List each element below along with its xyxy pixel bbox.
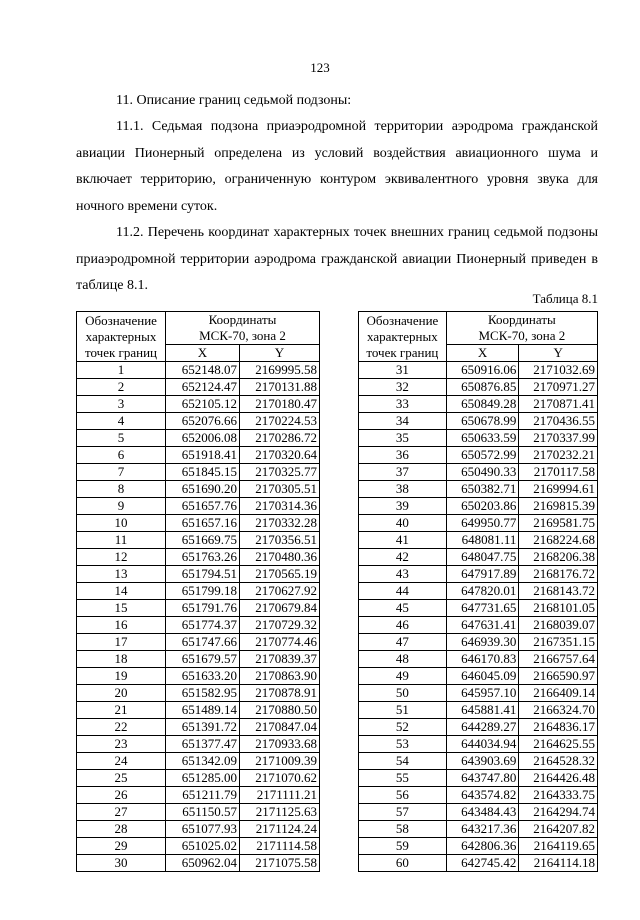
y-coordinate-cell: 2170117.58 bbox=[519, 464, 598, 481]
x-coordinate-cell: 651763.26 bbox=[166, 549, 240, 566]
x-coordinate-cell: 651799.18 bbox=[166, 583, 240, 600]
table-row bbox=[359, 804, 598, 821]
table-row bbox=[77, 685, 320, 702]
point-number-cell: 10 bbox=[77, 515, 166, 532]
x-coordinate-cell: 652105.12 bbox=[166, 396, 240, 413]
coordinates-table-right bbox=[358, 311, 598, 872]
y-coordinate-cell: 2164294.74 bbox=[519, 804, 598, 821]
point-number-cell: 52 bbox=[359, 719, 447, 736]
table-caption: Таблица 8.1 bbox=[532, 291, 598, 306]
y-coordinate-cell: 2170180.47 bbox=[240, 396, 320, 413]
table-row bbox=[359, 685, 598, 702]
x-coordinate-cell: 652148.07 bbox=[166, 362, 240, 379]
table-row bbox=[77, 549, 320, 566]
point-number-cell: 33 bbox=[359, 396, 447, 413]
table-row bbox=[359, 362, 598, 379]
table-row bbox=[359, 549, 598, 566]
x-coordinate-cell: 647917.89 bbox=[446, 566, 519, 583]
table-row bbox=[77, 464, 320, 481]
point-number-cell: 29 bbox=[77, 838, 166, 855]
table-row bbox=[359, 498, 598, 515]
point-number-cell: 46 bbox=[359, 617, 447, 634]
table-row bbox=[359, 668, 598, 685]
point-number-cell: 38 bbox=[359, 481, 447, 498]
header-x: X bbox=[446, 345, 519, 362]
y-coordinate-cell: 2170729.32 bbox=[240, 617, 320, 634]
y-coordinate-cell: 2164114.18 bbox=[519, 855, 598, 872]
y-coordinate-cell: 2168143.72 bbox=[519, 583, 598, 600]
table-row bbox=[77, 413, 320, 430]
page-number: 123 bbox=[310, 60, 330, 75]
header-coordinates: Координаты МСК-70, зона 2 bbox=[446, 312, 597, 345]
y-coordinate-cell: 2170232.21 bbox=[519, 447, 598, 464]
x-coordinate-cell: 646045.09 bbox=[446, 668, 519, 685]
point-number-cell: 22 bbox=[77, 719, 166, 736]
table-row bbox=[359, 583, 598, 600]
paragraph-subzone-description: 11.1. Седьмая подзона приаэродромной территории аэродрома гражданской авиации Пионерный определена из условий воздействия авиационного шума и включает территорию, ограниченную контуром эквивалентного уровня звука для ночного времени суток. bbox=[76, 119, 598, 214]
table-row bbox=[359, 838, 598, 855]
table-row bbox=[77, 600, 320, 617]
table-row bbox=[359, 447, 598, 464]
table-body-right bbox=[359, 362, 598, 872]
point-number-cell: 55 bbox=[359, 770, 447, 787]
table-row bbox=[77, 362, 320, 379]
y-coordinate-cell: 2170356.51 bbox=[240, 532, 320, 549]
point-number-cell: 9 bbox=[77, 498, 166, 515]
table-row bbox=[77, 753, 320, 770]
x-coordinate-cell: 647731.65 bbox=[446, 600, 519, 617]
y-coordinate-cell: 2167351.15 bbox=[519, 634, 598, 651]
x-coordinate-cell: 644034.94 bbox=[446, 736, 519, 753]
x-coordinate-cell: 650916.06 bbox=[446, 362, 519, 379]
y-coordinate-cell: 2164625.55 bbox=[519, 736, 598, 753]
y-coordinate-cell: 2171070.62 bbox=[240, 770, 320, 787]
y-coordinate-cell: 2168224.68 bbox=[519, 532, 598, 549]
table-row bbox=[77, 702, 320, 719]
point-number-cell: 36 bbox=[359, 447, 447, 464]
y-coordinate-cell: 2170878.91 bbox=[240, 685, 320, 702]
table-row bbox=[77, 821, 320, 838]
point-number-cell: 40 bbox=[359, 515, 447, 532]
y-coordinate-cell: 2170679.84 bbox=[240, 600, 320, 617]
y-coordinate-cell: 2170880.50 bbox=[240, 702, 320, 719]
x-coordinate-cell: 647820.01 bbox=[446, 583, 519, 600]
x-coordinate-cell: 651391.72 bbox=[166, 719, 240, 736]
x-coordinate-cell: 642745.42 bbox=[446, 855, 519, 872]
table-row bbox=[77, 668, 320, 685]
table-row bbox=[77, 770, 320, 787]
point-number-cell: 59 bbox=[359, 838, 447, 855]
coordinates-table-left bbox=[76, 311, 320, 872]
header-point-label: Обозначение характерных точек границ bbox=[359, 312, 447, 362]
x-coordinate-cell: 651918.41 bbox=[166, 447, 240, 464]
y-coordinate-cell: 2170863.90 bbox=[240, 668, 320, 685]
paragraph-coordinates-intro: 11.2. Перечень координат характерных точек внешних границ седьмой подзоны приаэродромной территории аэродрома гражданской авиации Пионерный приведен в таблице 8.1. bbox=[76, 225, 598, 293]
y-coordinate-cell: 2170871.41 bbox=[519, 396, 598, 413]
point-number-cell: 31 bbox=[359, 362, 447, 379]
point-number-cell: 53 bbox=[359, 736, 447, 753]
x-coordinate-cell: 651489.14 bbox=[166, 702, 240, 719]
point-number-cell: 51 bbox=[359, 702, 447, 719]
section-heading: 11. Описание границ седьмой подзоны: bbox=[116, 93, 352, 108]
table-row bbox=[77, 532, 320, 549]
point-number-cell: 45 bbox=[359, 600, 447, 617]
table-body-left bbox=[77, 362, 320, 872]
point-number-cell: 8 bbox=[77, 481, 166, 498]
x-coordinate-cell: 651845.15 bbox=[166, 464, 240, 481]
y-coordinate-cell: 2170480.36 bbox=[240, 549, 320, 566]
x-coordinate-cell: 651679.57 bbox=[166, 651, 240, 668]
x-coordinate-cell: 650382.71 bbox=[446, 481, 519, 498]
x-coordinate-cell: 652006.08 bbox=[166, 430, 240, 447]
y-coordinate-cell: 2171114.58 bbox=[240, 838, 320, 855]
y-coordinate-cell: 2170131.88 bbox=[240, 379, 320, 396]
point-number-cell: 37 bbox=[359, 464, 447, 481]
table-row bbox=[359, 753, 598, 770]
point-number-cell: 1 bbox=[77, 362, 166, 379]
y-coordinate-cell: 2170774.46 bbox=[240, 634, 320, 651]
table-row bbox=[359, 787, 598, 804]
x-coordinate-cell: 643217.36 bbox=[446, 821, 519, 838]
y-coordinate-cell: 2171032.69 bbox=[519, 362, 598, 379]
x-coordinate-cell: 651669.75 bbox=[166, 532, 240, 549]
point-number-cell: 19 bbox=[77, 668, 166, 685]
table-row bbox=[359, 651, 598, 668]
y-coordinate-cell: 2168101.05 bbox=[519, 600, 598, 617]
x-coordinate-cell: 651342.09 bbox=[166, 753, 240, 770]
y-coordinate-cell: 2170565.19 bbox=[240, 566, 320, 583]
table-row bbox=[77, 651, 320, 668]
table-row bbox=[77, 447, 320, 464]
point-number-cell: 30 bbox=[77, 855, 166, 872]
y-coordinate-cell: 2170305.51 bbox=[240, 481, 320, 498]
y-coordinate-cell: 2164426.48 bbox=[519, 770, 598, 787]
y-coordinate-cell: 2164119.65 bbox=[519, 838, 598, 855]
x-coordinate-cell: 643484.43 bbox=[446, 804, 519, 821]
point-number-cell: 25 bbox=[77, 770, 166, 787]
x-coordinate-cell: 646170.83 bbox=[446, 651, 519, 668]
table-row bbox=[77, 583, 320, 600]
point-number-cell: 35 bbox=[359, 430, 447, 447]
point-number-cell: 27 bbox=[77, 804, 166, 821]
x-coordinate-cell: 650876.85 bbox=[446, 379, 519, 396]
point-number-cell: 32 bbox=[359, 379, 447, 396]
x-coordinate-cell: 646939.30 bbox=[446, 634, 519, 651]
point-number-cell: 56 bbox=[359, 787, 447, 804]
y-coordinate-cell: 2171009.39 bbox=[240, 753, 320, 770]
header-coordinates: Координаты МСК-70, зона 2 bbox=[166, 312, 320, 345]
point-number-cell: 18 bbox=[77, 651, 166, 668]
table-row bbox=[359, 481, 598, 498]
y-coordinate-cell: 2164836.17 bbox=[519, 719, 598, 736]
y-coordinate-cell: 2166324.70 bbox=[519, 702, 598, 719]
x-coordinate-cell: 647631.41 bbox=[446, 617, 519, 634]
table-row bbox=[359, 430, 598, 447]
table-row bbox=[359, 702, 598, 719]
x-coordinate-cell: 651582.95 bbox=[166, 685, 240, 702]
x-coordinate-cell: 651747.66 bbox=[166, 634, 240, 651]
point-number-cell: 23 bbox=[77, 736, 166, 753]
table-row bbox=[77, 736, 320, 753]
point-number-cell: 34 bbox=[359, 413, 447, 430]
y-coordinate-cell: 2171111.21 bbox=[240, 787, 320, 804]
table-row bbox=[77, 719, 320, 736]
point-number-cell: 49 bbox=[359, 668, 447, 685]
x-coordinate-cell: 651774.37 bbox=[166, 617, 240, 634]
table-row bbox=[359, 634, 598, 651]
point-number-cell: 48 bbox=[359, 651, 447, 668]
table-row bbox=[359, 413, 598, 430]
y-coordinate-cell: 2171125.63 bbox=[240, 804, 320, 821]
x-coordinate-cell: 651633.20 bbox=[166, 668, 240, 685]
point-number-cell: 6 bbox=[77, 447, 166, 464]
point-number-cell: 2 bbox=[77, 379, 166, 396]
y-coordinate-cell: 2169815.39 bbox=[519, 498, 598, 515]
header-y: Y bbox=[240, 345, 320, 362]
x-coordinate-cell: 650962.04 bbox=[166, 855, 240, 872]
x-coordinate-cell: 651657.76 bbox=[166, 498, 240, 515]
x-coordinate-cell: 648047.75 bbox=[446, 549, 519, 566]
y-coordinate-cell: 2168206.38 bbox=[519, 549, 598, 566]
y-coordinate-cell: 2170337.99 bbox=[519, 430, 598, 447]
header-point-label: Обозначение характерных точек границ bbox=[77, 312, 166, 362]
point-number-cell: 44 bbox=[359, 583, 447, 600]
x-coordinate-cell: 648081.11 bbox=[446, 532, 519, 549]
y-coordinate-cell: 2170933.68 bbox=[240, 736, 320, 753]
x-coordinate-cell: 643747.80 bbox=[446, 770, 519, 787]
point-number-cell: 28 bbox=[77, 821, 166, 838]
table-row bbox=[359, 515, 598, 532]
y-coordinate-cell: 2170320.64 bbox=[240, 447, 320, 464]
x-coordinate-cell: 650849.28 bbox=[446, 396, 519, 413]
point-number-cell: 42 bbox=[359, 549, 447, 566]
header-y: Y bbox=[519, 345, 598, 362]
point-number-cell: 26 bbox=[77, 787, 166, 804]
y-coordinate-cell: 2169994.61 bbox=[519, 481, 598, 498]
point-number-cell: 3 bbox=[77, 396, 166, 413]
y-coordinate-cell: 2164207.82 bbox=[519, 821, 598, 838]
x-coordinate-cell: 650572.99 bbox=[446, 447, 519, 464]
y-coordinate-cell: 2170325.77 bbox=[240, 464, 320, 481]
table-row bbox=[77, 787, 320, 804]
y-coordinate-cell: 2170436.55 bbox=[519, 413, 598, 430]
table-row bbox=[77, 634, 320, 651]
x-coordinate-cell: 651657.16 bbox=[166, 515, 240, 532]
y-coordinate-cell: 2170847.04 bbox=[240, 719, 320, 736]
x-coordinate-cell: 644289.27 bbox=[446, 719, 519, 736]
y-coordinate-cell: 2170627.92 bbox=[240, 583, 320, 600]
x-coordinate-cell: 651377.47 bbox=[166, 736, 240, 753]
table-row bbox=[359, 532, 598, 549]
table-row bbox=[77, 498, 320, 515]
y-coordinate-cell: 2170224.53 bbox=[240, 413, 320, 430]
point-number-cell: 13 bbox=[77, 566, 166, 583]
point-number-cell: 41 bbox=[359, 532, 447, 549]
x-coordinate-cell: 650203.86 bbox=[446, 498, 519, 515]
table-row bbox=[359, 396, 598, 413]
point-number-cell: 12 bbox=[77, 549, 166, 566]
x-coordinate-cell: 645957.10 bbox=[446, 685, 519, 702]
point-number-cell: 17 bbox=[77, 634, 166, 651]
x-coordinate-cell: 651794.51 bbox=[166, 566, 240, 583]
y-coordinate-cell: 2166757.64 bbox=[519, 651, 598, 668]
y-coordinate-cell: 2170971.27 bbox=[519, 379, 598, 396]
table-row bbox=[77, 515, 320, 532]
x-coordinate-cell: 651690.20 bbox=[166, 481, 240, 498]
x-coordinate-cell: 651077.93 bbox=[166, 821, 240, 838]
point-number-cell: 57 bbox=[359, 804, 447, 821]
point-number-cell: 21 bbox=[77, 702, 166, 719]
x-coordinate-cell: 650678.99 bbox=[446, 413, 519, 430]
point-number-cell: 54 bbox=[359, 753, 447, 770]
x-coordinate-cell: 643903.69 bbox=[446, 753, 519, 770]
table-row bbox=[77, 379, 320, 396]
table-row bbox=[77, 430, 320, 447]
point-number-cell: 11 bbox=[77, 532, 166, 549]
x-coordinate-cell: 642806.36 bbox=[446, 838, 519, 855]
table-row bbox=[77, 855, 320, 872]
point-number-cell: 16 bbox=[77, 617, 166, 634]
y-coordinate-cell: 2164528.32 bbox=[519, 753, 598, 770]
point-number-cell: 50 bbox=[359, 685, 447, 702]
x-coordinate-cell: 643574.82 bbox=[446, 787, 519, 804]
y-coordinate-cell: 2171075.58 bbox=[240, 855, 320, 872]
x-coordinate-cell: 651791.76 bbox=[166, 600, 240, 617]
y-coordinate-cell: 2170839.37 bbox=[240, 651, 320, 668]
point-number-cell: 39 bbox=[359, 498, 447, 515]
y-coordinate-cell: 2169581.75 bbox=[519, 515, 598, 532]
y-coordinate-cell: 2169995.58 bbox=[240, 362, 320, 379]
y-coordinate-cell: 2168176.72 bbox=[519, 566, 598, 583]
point-number-cell: 43 bbox=[359, 566, 447, 583]
x-coordinate-cell: 651285.00 bbox=[166, 770, 240, 787]
y-coordinate-cell: 2171124.24 bbox=[240, 821, 320, 838]
table-row bbox=[359, 600, 598, 617]
x-coordinate-cell: 651025.02 bbox=[166, 838, 240, 855]
y-coordinate-cell: 2170332.28 bbox=[240, 515, 320, 532]
table-row bbox=[77, 481, 320, 498]
table-row bbox=[359, 617, 598, 634]
x-coordinate-cell: 649950.77 bbox=[446, 515, 519, 532]
y-coordinate-cell: 2170314.36 bbox=[240, 498, 320, 515]
table-row bbox=[77, 396, 320, 413]
x-coordinate-cell: 650490.33 bbox=[446, 464, 519, 481]
table-row bbox=[359, 821, 598, 838]
table-row bbox=[359, 855, 598, 872]
table-row bbox=[77, 838, 320, 855]
point-number-cell: 47 bbox=[359, 634, 447, 651]
table-row bbox=[359, 566, 598, 583]
table-row bbox=[359, 379, 598, 396]
point-number-cell: 24 bbox=[77, 753, 166, 770]
table-row bbox=[359, 719, 598, 736]
point-number-cell: 5 bbox=[77, 430, 166, 447]
header-x: X bbox=[166, 345, 240, 362]
x-coordinate-cell: 645881.41 bbox=[446, 702, 519, 719]
point-number-cell: 7 bbox=[77, 464, 166, 481]
y-coordinate-cell: 2166409.14 bbox=[519, 685, 598, 702]
table-row bbox=[359, 736, 598, 753]
table-row bbox=[77, 617, 320, 634]
x-coordinate-cell: 650633.59 bbox=[446, 430, 519, 447]
x-coordinate-cell: 652076.66 bbox=[166, 413, 240, 430]
y-coordinate-cell: 2164333.75 bbox=[519, 787, 598, 804]
x-coordinate-cell: 652124.47 bbox=[166, 379, 240, 396]
y-coordinate-cell: 2168039.07 bbox=[519, 617, 598, 634]
point-number-cell: 14 bbox=[77, 583, 166, 600]
point-number-cell: 4 bbox=[77, 413, 166, 430]
point-number-cell: 60 bbox=[359, 855, 447, 872]
point-number-cell: 20 bbox=[77, 685, 166, 702]
y-coordinate-cell: 2170286.72 bbox=[240, 430, 320, 447]
x-coordinate-cell: 651150.57 bbox=[166, 804, 240, 821]
point-number-cell: 58 bbox=[359, 821, 447, 838]
y-coordinate-cell: 2166590.97 bbox=[519, 668, 598, 685]
table-row bbox=[77, 804, 320, 821]
table-row bbox=[359, 464, 598, 481]
table-row bbox=[77, 566, 320, 583]
x-coordinate-cell: 651211.79 bbox=[166, 787, 240, 804]
point-number-cell: 15 bbox=[77, 600, 166, 617]
table-row bbox=[359, 770, 598, 787]
